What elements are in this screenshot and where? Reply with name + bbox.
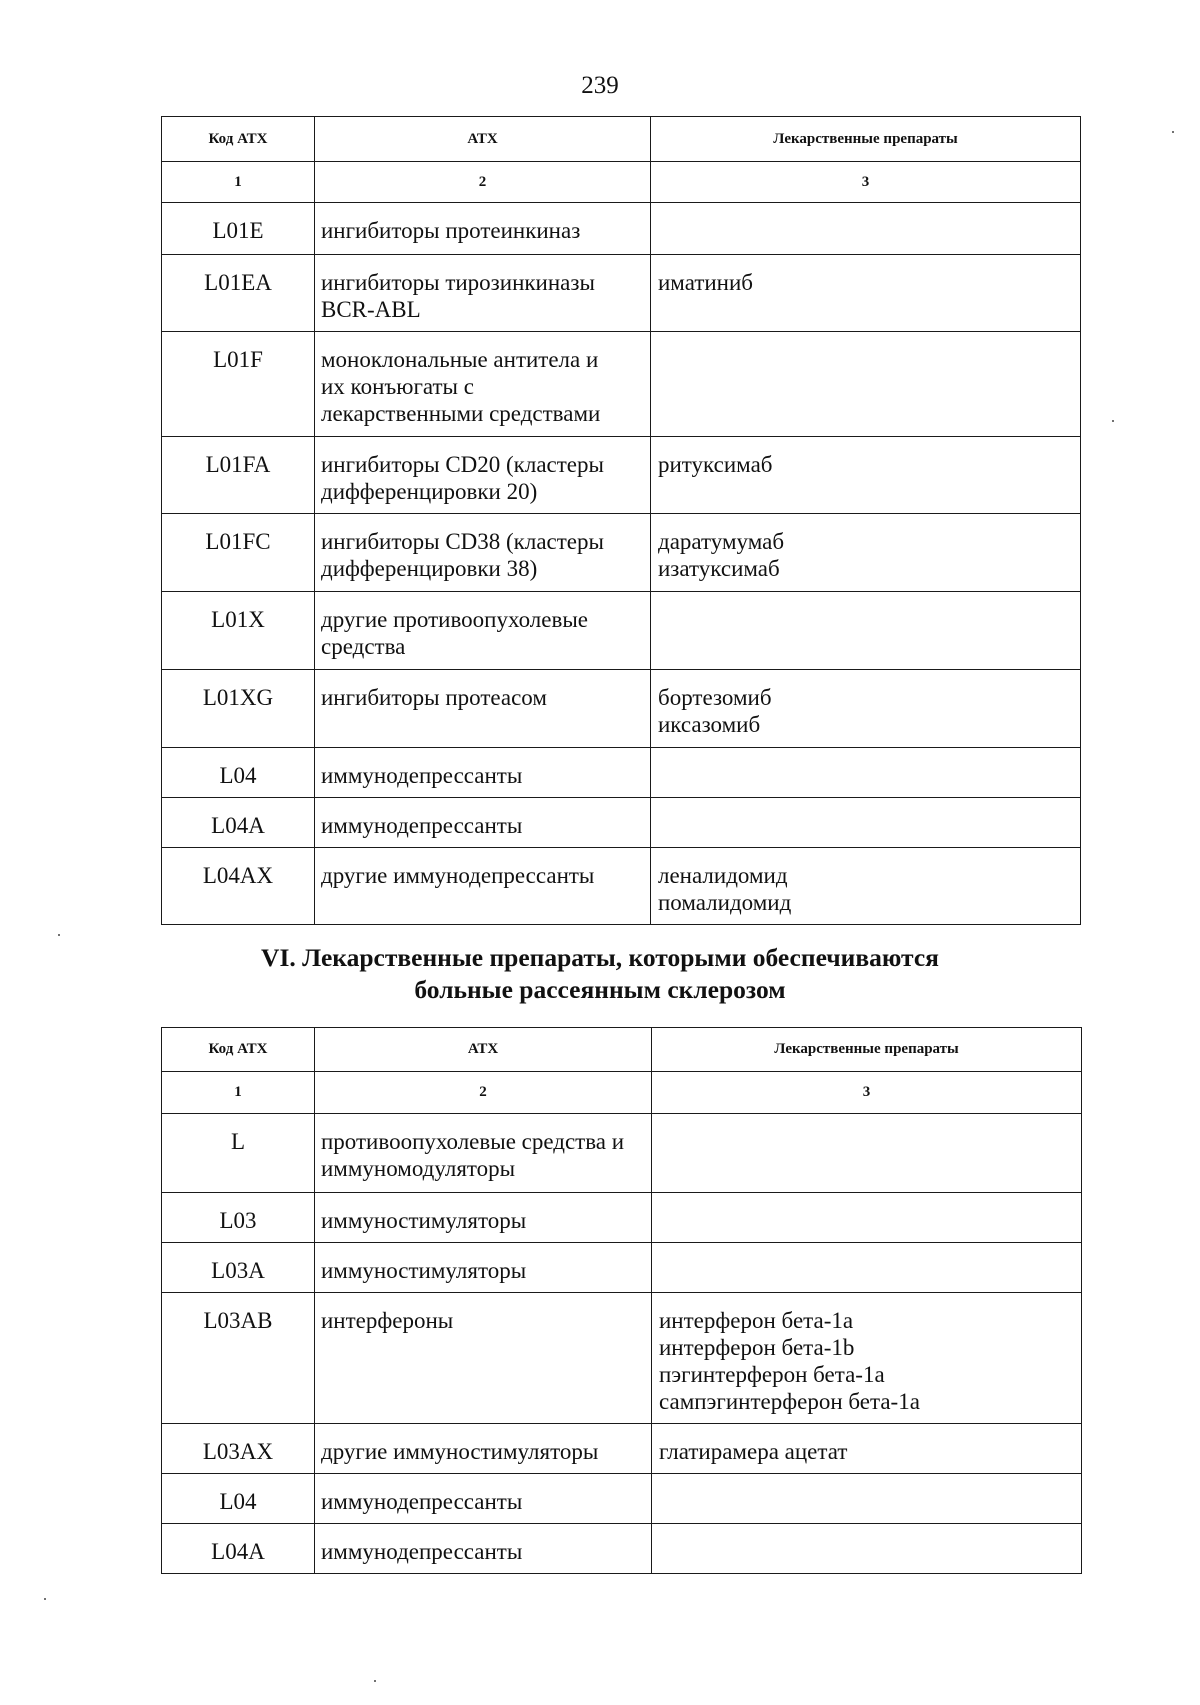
drugs-cell bbox=[651, 670, 1081, 748]
drugs-cell bbox=[651, 437, 1081, 514]
section-title bbox=[0, 942, 1200, 1006]
drug-name: иксазомиб bbox=[658, 712, 761, 737]
drug-name: даратумумаб bbox=[658, 529, 785, 554]
atx-code-cell: L04A bbox=[162, 798, 315, 848]
atx-code-cell: L04 bbox=[162, 1474, 315, 1524]
drugs-cell bbox=[652, 1243, 1082, 1293]
atx-name-line: иммунодепрессанты bbox=[321, 813, 523, 838]
atx-code-cell: L01F bbox=[162, 332, 315, 437]
atx-name-line: ингибиторы тирозинкиназы bbox=[321, 270, 595, 295]
drugs-cell bbox=[652, 1474, 1082, 1524]
drug-name: изатуксимаб bbox=[658, 556, 780, 581]
section-title-line-2: больные рассеянным склерозом bbox=[414, 975, 786, 1004]
atx-name-line: противоопухолевые средства и bbox=[321, 1129, 625, 1154]
atx-table-2 bbox=[161, 1027, 1082, 1574]
column-number-2: 2 bbox=[315, 1072, 652, 1114]
table-row bbox=[162, 798, 1081, 848]
atx-name-cell bbox=[315, 1243, 652, 1293]
table-row bbox=[162, 332, 1081, 437]
atx-name-line: иммунодепрессанты bbox=[321, 763, 523, 788]
table-row bbox=[162, 1243, 1082, 1293]
atx-code-cell: L01X bbox=[162, 592, 315, 670]
atx-name-line: средства bbox=[321, 634, 406, 659]
drugs-cell bbox=[652, 1524, 1082, 1574]
column-header-code: Код АТХ bbox=[162, 117, 315, 162]
atx-code-cell: L bbox=[162, 1114, 315, 1193]
atx-code-cell: L03 bbox=[162, 1193, 315, 1243]
drugs-cell bbox=[651, 255, 1081, 332]
atx-code-cell: L03AX bbox=[162, 1424, 315, 1474]
column-header-atx: АТХ bbox=[315, 1028, 652, 1072]
atx-name-cell bbox=[315, 203, 651, 255]
drugs-cell bbox=[651, 592, 1081, 670]
column-number-row bbox=[162, 162, 1081, 203]
table-row bbox=[162, 1474, 1082, 1524]
scan-speck bbox=[374, 1680, 376, 1682]
table-row bbox=[162, 1424, 1082, 1474]
drugs-cell bbox=[651, 332, 1081, 437]
atx-code-cell: L01FA bbox=[162, 437, 315, 514]
atx-name-cell bbox=[315, 1424, 652, 1474]
drugs-cell bbox=[652, 1193, 1082, 1243]
drug-name: интерферон бета-1b bbox=[659, 1335, 855, 1360]
atx-name-line: другие иммуностимуляторы bbox=[321, 1439, 599, 1464]
atx-name-cell bbox=[315, 514, 651, 592]
table-row bbox=[162, 592, 1081, 670]
atx-name-cell bbox=[315, 798, 651, 848]
atx-name-line: ингибиторы CD20 (кластеры bbox=[321, 452, 604, 477]
atx-name-cell bbox=[315, 1193, 652, 1243]
table-row bbox=[162, 255, 1081, 332]
table-row bbox=[162, 203, 1081, 255]
column-header-drugs: Лекарственные препараты bbox=[651, 117, 1081, 162]
drugs-cell bbox=[651, 748, 1081, 798]
table-row bbox=[162, 670, 1081, 748]
drugs-cell bbox=[652, 1424, 1082, 1474]
atx-name-cell bbox=[315, 1293, 652, 1424]
drug-name: помалидомид bbox=[658, 890, 792, 915]
column-number-3: 3 bbox=[651, 162, 1081, 203]
drug-name: пэгинтерферон бета-1a bbox=[659, 1362, 885, 1387]
drug-name: сампэгинтерферон бета-1a bbox=[659, 1389, 920, 1414]
atx-name-line: моноклональные антитела и bbox=[321, 347, 599, 372]
atx-name-line: другие противоопухолевые bbox=[321, 607, 589, 632]
column-number-3: 3 bbox=[652, 1072, 1082, 1114]
atx-name-line: дифференцировки 20) bbox=[321, 479, 538, 504]
atx-code-cell: L01EA bbox=[162, 255, 315, 332]
atx-code-cell: L04A bbox=[162, 1524, 315, 1574]
drug-name: ритуксимаб bbox=[658, 452, 773, 477]
atx-code-cell: L04 bbox=[162, 748, 315, 798]
table-row bbox=[162, 1114, 1082, 1193]
table-row bbox=[162, 748, 1081, 798]
scan-speck bbox=[1172, 131, 1174, 133]
atx-name-cell bbox=[315, 437, 651, 514]
atx-name-cell bbox=[315, 592, 651, 670]
atx-name-cell bbox=[315, 1524, 652, 1574]
scan-speck bbox=[1112, 420, 1114, 422]
page-number: 239 bbox=[581, 72, 619, 99]
atx-name-cell bbox=[315, 1474, 652, 1524]
atx-code-cell: L01FC bbox=[162, 514, 315, 592]
atx-name-line: иммуномодуляторы bbox=[321, 1156, 516, 1181]
column-header-code: Код АТХ bbox=[162, 1028, 315, 1072]
drug-name: иматиниб bbox=[658, 270, 753, 295]
atx-code-cell: L04AX bbox=[162, 848, 315, 925]
column-number-1: 1 bbox=[162, 1072, 315, 1114]
drugs-cell bbox=[651, 798, 1081, 848]
table-header-row bbox=[162, 117, 1081, 162]
table-row bbox=[162, 848, 1081, 925]
atx-name-line: BCR-ABL bbox=[321, 297, 421, 322]
table-row bbox=[162, 1193, 1082, 1243]
column-number-2: 2 bbox=[315, 162, 651, 203]
table-row bbox=[162, 1293, 1082, 1424]
atx-name-line: ингибиторы протеинкиназ bbox=[321, 218, 581, 243]
table-row bbox=[162, 1524, 1082, 1574]
atx-name-line: иммуностимуляторы bbox=[321, 1208, 527, 1233]
atx-name-line: иммунодепрессанты bbox=[321, 1489, 523, 1514]
atx-name-line: лекарственными средствами bbox=[321, 401, 601, 426]
drugs-cell bbox=[652, 1114, 1082, 1193]
column-header-drugs: Лекарственные препараты bbox=[652, 1028, 1082, 1072]
atx-name-line: интерфероны bbox=[321, 1308, 454, 1333]
atx-name-cell bbox=[315, 255, 651, 332]
drugs-cell bbox=[651, 203, 1081, 255]
drug-name: леналидомид bbox=[658, 863, 788, 888]
atx-name-cell bbox=[315, 670, 651, 748]
atx-name-line: иммуностимуляторы bbox=[321, 1258, 527, 1283]
drugs-cell bbox=[652, 1293, 1082, 1424]
atx-code-cell: L01XG bbox=[162, 670, 315, 748]
table-header-row bbox=[162, 1028, 1082, 1072]
atx-name-line: иммунодепрессанты bbox=[321, 1539, 523, 1564]
atx-name-line: их конъюгаты с bbox=[321, 374, 474, 399]
atx-name-cell bbox=[315, 332, 651, 437]
atx-name-line: дифференцировки 38) bbox=[321, 556, 538, 581]
atx-code-cell: L03A bbox=[162, 1243, 315, 1293]
drugs-cell bbox=[651, 848, 1081, 925]
column-number-1: 1 bbox=[162, 162, 315, 203]
table-row bbox=[162, 437, 1081, 514]
atx-code-cell: L01E bbox=[162, 203, 315, 255]
drug-name: интерферон бета-1a bbox=[659, 1308, 854, 1333]
drug-name: бортезомиб bbox=[658, 685, 772, 710]
drug-name: глатирамера ацетат bbox=[659, 1439, 848, 1464]
atx-code-cell: L03AB bbox=[162, 1293, 315, 1424]
drugs-cell bbox=[651, 514, 1081, 592]
column-number-row bbox=[162, 1072, 1082, 1114]
atx-name-cell bbox=[315, 848, 651, 925]
atx-table-1 bbox=[161, 116, 1081, 925]
scan-speck bbox=[58, 934, 60, 936]
atx-name-cell bbox=[315, 1114, 652, 1193]
table-row bbox=[162, 514, 1081, 592]
atx-name-cell bbox=[315, 748, 651, 798]
atx-name-line: ингибиторы протеасом bbox=[321, 685, 547, 710]
column-header-atx: АТХ bbox=[315, 117, 651, 162]
section-title-line-1: VI. Лекарственные препараты, которыми обеспечиваются bbox=[261, 943, 939, 972]
scan-speck bbox=[44, 1598, 46, 1600]
atx-name-line: другие иммунодепрессанты bbox=[321, 863, 595, 888]
atx-name-line: ингибиторы CD38 (кластеры bbox=[321, 529, 604, 554]
